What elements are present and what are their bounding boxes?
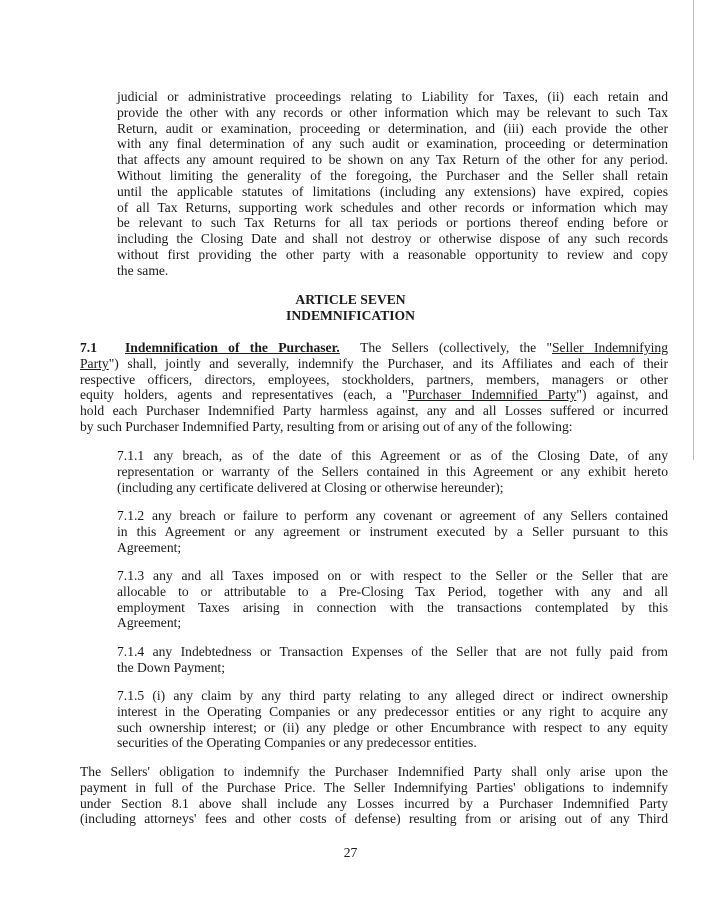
text-line: in this Agreement or any agreement or instrument executed by a Seller pursuant to this <box>117 523 668 539</box>
text-line: without first providing the other party with a reasonable opportunity to review and copy <box>117 246 668 262</box>
text-line: allocable to or attributable to a Pre-Closing Tax Period, together with any and all <box>117 583 668 599</box>
section-text: ") against, and <box>576 387 669 403</box>
section-text: hold each Purchaser Indemnified Party harmless against, any and all Losses suffered or incurred <box>80 403 668 419</box>
text-line: such ownership interest; or (ii) any pledge or other Encumbrance with respect to any equity <box>117 719 668 735</box>
text-line: 7.1.1 any breach, as of the date of this Agreement or as of the Closing Date, of any <box>117 448 668 463</box>
text-line: provide the other with any records or other information which may be relevant to such Tax <box>117 104 668 120</box>
text-line: representation or warranty of the Sellers contained in this Agreement or any exhibit hereto <box>117 463 668 479</box>
defined-term: Party <box>80 355 109 371</box>
closing-paragraph <box>80 764 668 827</box>
text-line: (including any certificate delivered at Closing or otherwise hereunder); <box>117 479 504 495</box>
article-number: ARTICLE SEVEN <box>295 292 406 307</box>
section-heading: Indemnification of the Purchaser. <box>125 340 340 355</box>
text-line: of all Tax Returns, supporting work schedules and other records or information which may <box>117 199 668 215</box>
text-line: Without limiting the generality of the foregoing, the Purchaser and the Seller shall retain <box>117 167 668 183</box>
section-text: ") shall, jointly and severally, indemnify the Purchaser, and its Affiliates and each of their <box>108 355 668 371</box>
section-text: equity holders, agents and representatives (each, a " <box>80 387 408 403</box>
text-line: Return, audit or examination, proceeding or determination, and (iii) each provide the other <box>117 120 668 136</box>
text-line: (including attorneys' fees and other costs of defense) resulting from or arising out of any Third <box>80 811 668 827</box>
text-line: 7.1.2 any breach or failure to perform any covenant or agreement of any Sellers contained <box>117 508 668 523</box>
section-7-1 <box>80 340 668 435</box>
section-text: The Sellers (collectively, the " <box>360 340 552 355</box>
subsection-7-1-4 <box>117 644 668 676</box>
subsection-7-1-2 <box>117 508 668 555</box>
scan-edge-line <box>693 0 694 460</box>
intro-paragraph <box>117 89 668 279</box>
section-text: respective officers, directors, employees, stockholders, partners, members, managers or other <box>80 371 668 387</box>
text-line: including the Closing Date and shall not destroy or otherwise dispose of any such records <box>117 231 668 247</box>
text-line: 7.1.4 any Indebtedness or Transaction Expenses of the Seller that are not fully paid from <box>117 644 668 659</box>
defined-term: Purchaser Indemnified Party <box>407 387 577 403</box>
text-line: Agreement; <box>117 539 182 555</box>
page-number: 27 <box>343 845 358 860</box>
text-line: until the applicable statutes of limitations (including any extensions) have expired, copies <box>117 183 668 199</box>
text-line: be relevant to such Tax Returns for all tax periods or portions thereof ending before or <box>117 215 668 231</box>
article-title: INDEMNIFICATION <box>286 307 415 323</box>
text-line: with any final determination of any such audit or examination, proceeding or determination <box>117 136 668 152</box>
text-line: that affects any amount required to be shown on any Tax Return of the other for any period. <box>117 152 668 168</box>
text-line: payment in full of the Purchase Price. The Seller Indemnifying Parties' obligations to indemnify <box>80 779 668 795</box>
article-heading <box>0 292 701 324</box>
section-text: by such Purchaser Indemnified Party, resulting from or arising out of any of the following: <box>80 418 573 434</box>
subsection-7-1-3 <box>117 568 668 631</box>
text-line: interest in the Operating Companies or any predecessor entities or any right to acquire any <box>117 703 668 719</box>
section-number: 7.1 <box>80 340 97 355</box>
text-line: under Section 8.1 above shall include any Losses incurred by a Purchaser Indemnified Party <box>80 795 668 811</box>
text-line: Agreement; <box>117 615 182 631</box>
text-line: the Down Payment; <box>117 659 225 675</box>
text-line: 7.1.5 (i) any claim by any third party relating to any alleged direct or indirect ownership <box>117 688 668 703</box>
text-line: employment Taxes arising in connection with the transactions contemplated by this <box>117 599 668 615</box>
subsection-7-1-5 <box>117 688 668 751</box>
text-line: The Sellers' obligation to indemnify the Purchaser Indemnified Party shall only arise upon the <box>80 764 668 779</box>
text-line: judicial or administrative proceedings relating to Liability for Taxes, (ii) each retain and <box>117 89 668 104</box>
text-line: securities of the Operating Companies or any predecessor entities. <box>117 735 477 751</box>
text-line: 7.1.3 any and all Taxes imposed on or with respect to the Seller or the Seller that are <box>117 568 668 583</box>
text-line: the same. <box>117 262 169 278</box>
defined-term: Seller Indemnifying <box>552 340 668 355</box>
subsection-7-1-1 <box>117 448 668 495</box>
